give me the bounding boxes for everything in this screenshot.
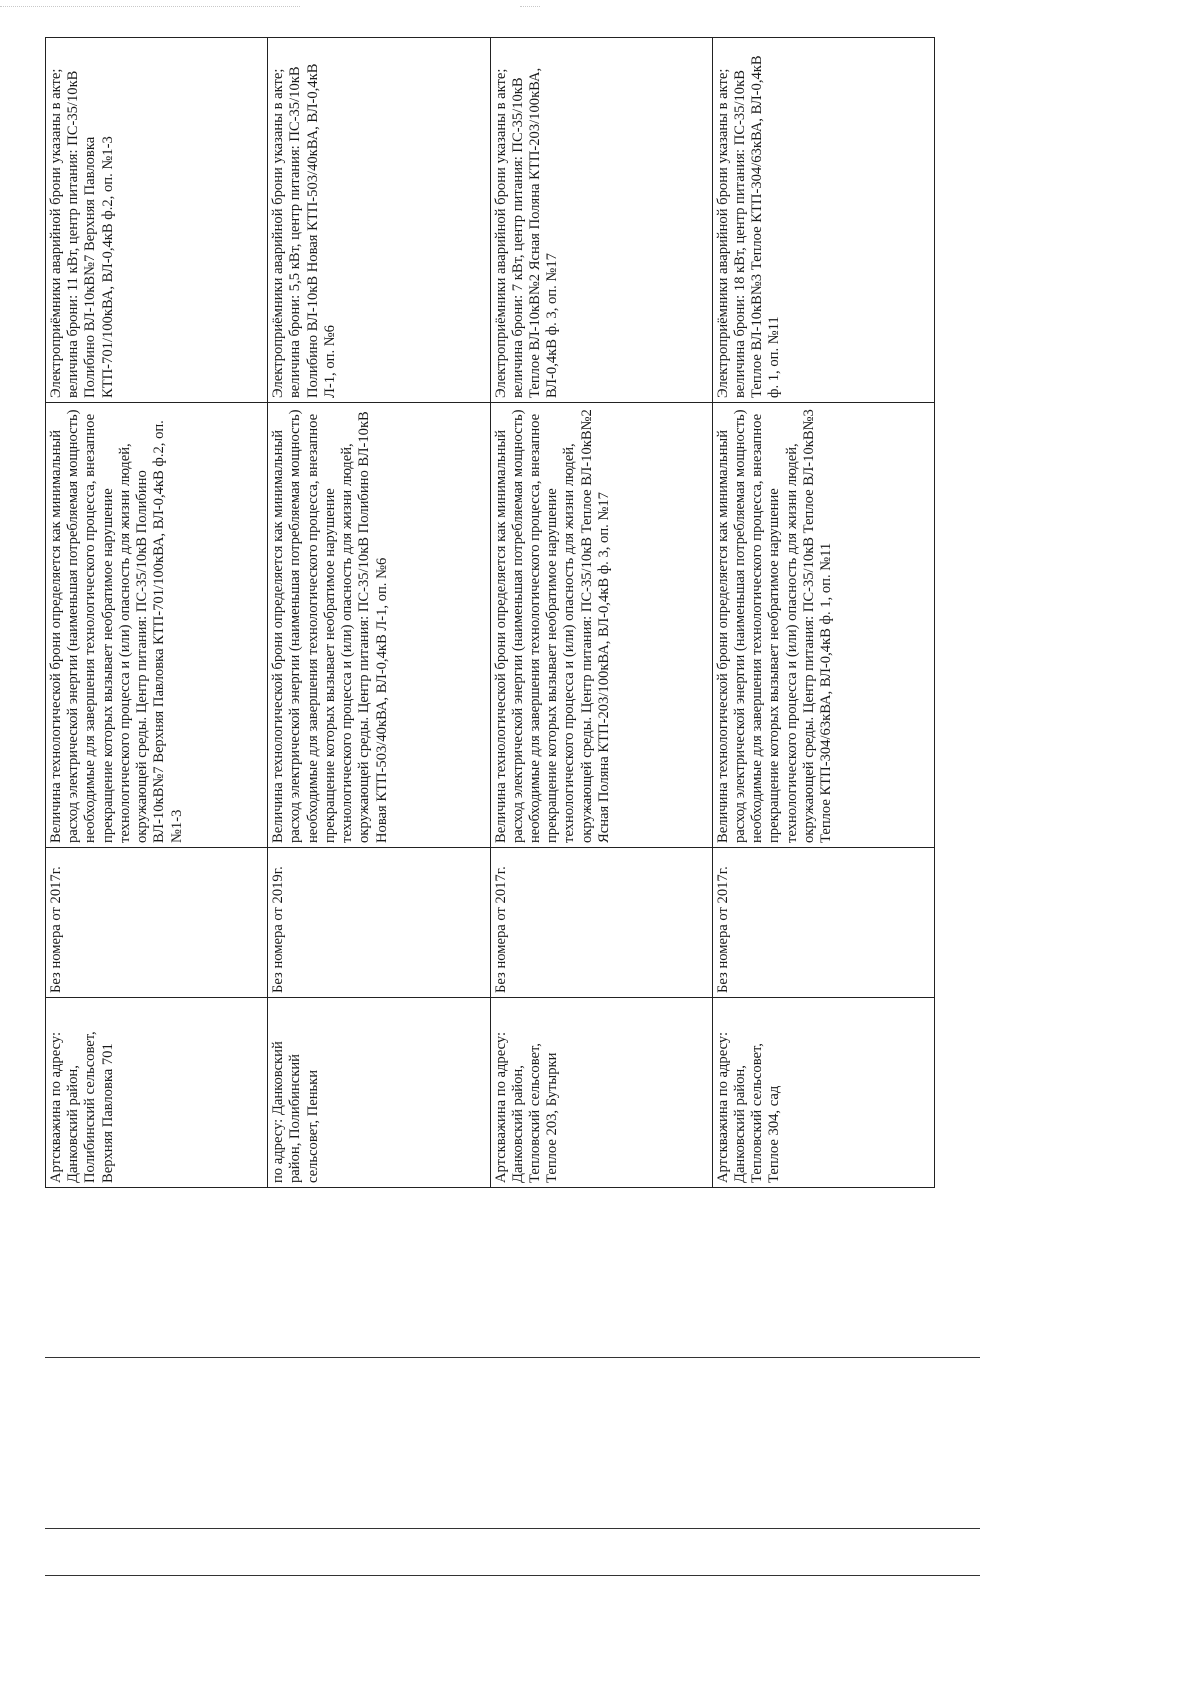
object-cell: Артскважина по адресу: Данковский район, Полибинский сельсовет, Верхняя Павловка 701 (46, 998, 268, 1188)
table-row (490, 38, 712, 1188)
technological-reserve-cell: Величина технологической брони определяется как минимальный расход электрической энергии (наименьшая потребляемая мощность) необходимые для завершения технологического процесса, внезапное прекращение которых вызывает необратимое нарушение технологического процесса и (или) опасность для жизни людей, окружающей среды. Центр питания: ПС-35/10кВ Теплое ВЛ-10кВ№3 Теплое КТП-304/63кВА, ВЛ-0,4кВ ф. 1, оп. №11 (712, 403, 934, 848)
document-table-container (45, 38, 935, 1188)
document-cell: Без номера от 2017г. (46, 848, 268, 998)
reserve-table (45, 37, 935, 1188)
object-cell: Артскважина по адресу: Данковский район, Тепловский сельсовет, Теплое 203, Бутырки (490, 998, 712, 1188)
emergency-reserve-cell: Электроприёмники аварийной брони указаны в акте; величина брони: 11 кВт, центр питания: ПС-35/10кВ Полибино ВЛ-10кВ№7 Верхняя Павловка КТП-701/100кВА, ВЛ-0,4кВ ф.2, оп. №1-3 (46, 38, 268, 403)
rotated-table-frame (45, 38, 935, 1188)
signature-line (45, 1357, 980, 1358)
table-row (46, 38, 268, 1188)
document-cell: Без номера от 2019г. (268, 848, 490, 998)
scan-artifact (520, 6, 540, 8)
emergency-reserve-cell: Электроприёмники аварийной брони указаны в акте; величина брони: 18 кВт, центр питания: ПС-35/10кВ Теплое ВЛ-10кВ№3 Теплое КТП-304/63кВА, ВЛ-0,4кВ ф. 1, оп. №11 (712, 38, 934, 403)
technological-reserve-cell: Величина технологической брони определяется как минимальный расход электрической энергии (наименьшая потребляемая мощность) необходимые для завершения технологического процесса, внезапное прекращение которых вызывает необратимое нарушение технологического процесса и (или) опасность для жизни людей, окружающей среды. Центр питания: ПС-35/10кВ Полибино ВЛ-10кВ№7 Верхняя Павловка КТП-701/100кВА, ВЛ-0,4кВ ф.2, оп. №1-3 (46, 403, 268, 848)
table-row (712, 38, 934, 1188)
document-cell: Без номера от 2017г. (490, 848, 712, 998)
table-row (268, 38, 490, 1188)
document-cell: Без номера от 2017г. (712, 848, 934, 998)
signature-line (45, 1575, 980, 1576)
technological-reserve-cell: Величина технологической брони определяется как минимальный расход электрической энергии (наименьшая потребляемая мощность) необходимые для завершения технологического процесса, внезапное прекращение которых вызывает необратимое нарушение технологического процесса и (или) опасность для жизни людей, окружающей среды. Центр питания: ПС-35/10кВ Теплое ВЛ-10кВ№2 Ясная Поляна КТП-203/100кВА, ВЛ-0,4кВ ф. 3, оп. №17 (490, 403, 712, 848)
emergency-reserve-cell: Электроприёмники аварийной брони указаны в акте; величина брони: 7 кВт, центр питания: ПС-35/10кВ Теплое ВЛ-10кВ№2 Ясная Поляна КТП-203/100кВА, ВЛ-0,4кВ ф. 3, оп. №17 (490, 38, 712, 403)
signature-line (45, 1528, 980, 1529)
technological-reserve-cell: Величина технологической брони определяется как минимальный расход электрической энергии (наименьшая потребляемая мощность) необходимые для завершения технологического процесса, внезапное прекращение которых вызывает необратимое нарушение технологического процесса и (или) опасность для жизни людей, окружающей среды. Центр питания: ПС-35/10кВ Полибино ВЛ-10кВ Новая КТП-503/40кВА, ВЛ-0,4кВ Л-1, оп. №6 (268, 403, 490, 848)
object-cell: по адресу: Данковский район, Полибинский сельсовет, Пеньки (268, 998, 490, 1188)
object-cell: Артскважина по адресу: Данковский район, Тепловский сельсовет, Теплое 304, сад (712, 998, 934, 1188)
emergency-reserve-cell: Электроприёмники аварийной брони указаны в акте; величина брони: 5,5 кВт, центр питания: ПС-35/10кВ Полибино ВЛ-10кВ Новая КТП-503/40кВА, ВЛ-0,4кВ Л-1, оп. №6 (268, 38, 490, 403)
scan-artifact (0, 6, 300, 8)
